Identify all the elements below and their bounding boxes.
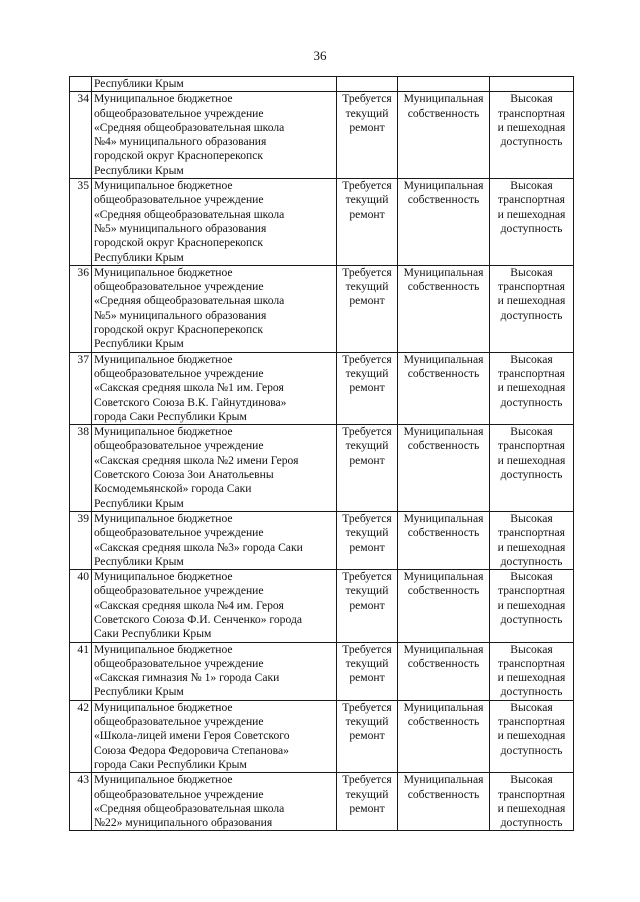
condition-cell: [337, 511, 398, 569]
cell-text-line: Муниципальное бюджетное: [94, 425, 233, 439]
row-number-cell: [70, 77, 92, 92]
cell-text-line: Муниципальное бюджетное: [94, 700, 233, 714]
cell-text-line: Муниципальная: [403, 352, 484, 366]
cell-text-line: собственность: [407, 366, 480, 380]
row-number-cell: 35: [70, 179, 92, 266]
cell-text-line: транспортная: [498, 366, 565, 380]
cell-text-line: доступность: [500, 685, 563, 699]
row-number-cell: 42: [70, 700, 92, 772]
cell-text-line: «Школа-лицей имени Героя Советского: [94, 729, 290, 743]
cell-text-line: «Сакская средняя школа №2 имени Героя: [94, 453, 299, 467]
cell-text-line: «Сакская средняя школа №1 им. Героя: [94, 381, 284, 395]
cell-text-line: городской округ Красноперекопск: [94, 236, 263, 250]
ownership-cell: [398, 92, 490, 179]
accessibility-cell: [490, 425, 574, 512]
institutions-table: [69, 76, 574, 831]
cell-text-line: доступность: [500, 135, 563, 149]
cell-text-line: транспортная: [498, 715, 565, 729]
ownership-cell: [398, 570, 490, 642]
cell-text-line: Требуется: [342, 773, 392, 787]
accessibility-cell: [490, 179, 574, 266]
condition-cell: [337, 265, 398, 352]
cell-text-line: транспортная: [498, 439, 565, 453]
cell-text-line: текущий: [345, 439, 389, 453]
cell-text-line: ремонт: [349, 540, 385, 554]
cell-text-line: Советского Союза Ф.И. Сенченко» города: [94, 612, 302, 626]
cell-text-line: Высокая: [510, 700, 553, 714]
table-row: [70, 265, 574, 352]
ownership-cell: [398, 265, 490, 352]
table-row: [70, 179, 574, 266]
cell-text-line: собственность: [407, 787, 480, 801]
cell-text-line: ремонт: [349, 381, 385, 395]
cell-text-line: городской округ Красноперекопск: [94, 149, 263, 163]
cell-text-line: транспортная: [498, 656, 565, 670]
row-number-cell: 38: [70, 425, 92, 512]
cell-text-line: ремонт: [349, 598, 385, 612]
ownership-cell: [398, 773, 490, 831]
table-row: [70, 352, 574, 424]
cell-text-line: текущий: [345, 106, 389, 120]
accessibility-cell: [490, 700, 574, 772]
row-number-cell: 41: [70, 642, 92, 700]
cell-text-line: общеобразовательное учреждение: [94, 366, 264, 380]
cell-text-line: Муниципальное бюджетное: [94, 511, 233, 525]
cell-text-line: и пешеходная: [497, 381, 566, 395]
cell-text-line: Советского Союза Зои Анатольевны: [94, 468, 274, 482]
cell-text-line: №5» муниципального образования: [94, 221, 267, 235]
cell-text-line: текущий: [345, 787, 389, 801]
accessibility-cell: [490, 265, 574, 352]
cell-text-line: городской округ Красноперекопск: [94, 323, 263, 337]
cell-text-line: Высокая: [510, 179, 553, 193]
cell-text-line: города Саки Республики Крым: [94, 409, 247, 423]
institution-name-cell: [92, 570, 337, 642]
cell-text-line: общеобразовательное учреждение: [94, 526, 264, 540]
cell-text-line: Высокая: [510, 352, 553, 366]
cell-text-line: «Средняя общеобразовательная школа: [94, 801, 285, 815]
row-number-cell: 34: [70, 92, 92, 179]
cell-text-line: текущий: [345, 366, 389, 380]
cell-text-line: доступность: [500, 308, 563, 322]
cell-text-line: Советского Союза В.К. Гайнутдинова»: [94, 395, 287, 409]
cell-text-line: текущий: [345, 584, 389, 598]
cell-text-line: и пешеходная: [497, 729, 566, 743]
cell-text-line: Муниципальное бюджетное: [94, 92, 233, 106]
accessibility-cell: [490, 352, 574, 424]
institution-name-cell: [92, 511, 337, 569]
table-row: [70, 425, 574, 512]
cell-text-line: Республики Крым: [94, 337, 184, 351]
cell-text-line: «Средняя общеобразовательная школа: [94, 120, 285, 134]
row-number-cell: 40: [70, 570, 92, 642]
cell-text-line: и пешеходная: [497, 120, 566, 134]
condition-cell: [337, 773, 398, 831]
row-number-cell: 39: [70, 511, 92, 569]
cell-text-line: текущий: [345, 656, 389, 670]
institution-name-cell: [92, 642, 337, 700]
institution-name-cell: [92, 77, 337, 92]
cell-text-line: ремонт: [349, 294, 385, 308]
cell-text-line: собственность: [407, 280, 480, 294]
cell-text-line: собственность: [407, 193, 480, 207]
cell-text-line: транспортная: [498, 106, 565, 120]
cell-text-line: Муниципальная: [403, 425, 484, 439]
row-number-cell: 43: [70, 773, 92, 831]
cell-text-line: общеобразовательное учреждение: [94, 584, 264, 598]
cell-text-line: транспортная: [498, 584, 565, 598]
cell-text-line: транспортная: [498, 280, 565, 294]
accessibility-cell: [490, 77, 574, 92]
table-row: [70, 92, 574, 179]
cell-text-line: доступность: [500, 816, 563, 830]
accessibility-cell: [490, 92, 574, 179]
row-number-cell: 37: [70, 352, 92, 424]
cell-text-line: ремонт: [349, 801, 385, 815]
cell-text-line: Требуется: [342, 700, 392, 714]
cell-text-line: «Сакская средняя школа №3» города Саки: [94, 540, 303, 554]
accessibility-cell: [490, 642, 574, 700]
table-row: [70, 773, 574, 831]
cell-text-line: и пешеходная: [497, 207, 566, 221]
cell-text-line: Муниципальная: [403, 642, 484, 656]
table-row: [70, 642, 574, 700]
cell-text-line: Требуется: [342, 642, 392, 656]
institution-name-cell: [92, 179, 337, 266]
cell-text-line: и пешеходная: [497, 598, 566, 612]
cell-text-line: общеобразовательное учреждение: [94, 715, 264, 729]
cell-text-line: Республики Крым: [94, 163, 184, 177]
ownership-cell: [398, 700, 490, 772]
cell-text-line: Саки Республики Крым: [94, 627, 212, 641]
cell-text-line: Республики Крым: [94, 554, 184, 568]
cell-text-line: Высокая: [510, 92, 553, 106]
cell-text-line: доступность: [500, 554, 563, 568]
cell-text-line: «Сакская гимназия № 1» города Саки: [94, 671, 280, 685]
cell-text-line: текущий: [345, 193, 389, 207]
cell-text-line: и пешеходная: [497, 453, 566, 467]
cell-text-line: Муниципальная: [403, 265, 484, 279]
condition-cell: [337, 179, 398, 266]
cell-text-line: текущий: [345, 526, 389, 540]
cell-text-line: ремонт: [349, 120, 385, 134]
cell-text-line: и пешеходная: [497, 540, 566, 554]
condition-cell: [337, 92, 398, 179]
cell-text-line: Высокая: [510, 425, 553, 439]
cell-text-line: Муниципальное бюджетное: [94, 352, 233, 366]
cell-text-line: Республики Крым: [94, 496, 184, 510]
cell-text-line: Союза Федора Федоровича Степанова»: [94, 743, 289, 757]
cell-text-line: Муниципальное бюджетное: [94, 179, 233, 193]
institution-name-cell: [92, 352, 337, 424]
cell-text-line: и пешеходная: [497, 294, 566, 308]
condition-cell: [337, 642, 398, 700]
cell-text-line: Требуется: [342, 570, 392, 584]
table-row: [70, 700, 574, 772]
cell-text-line: Требуется: [342, 511, 392, 525]
cell-text-line: общеобразовательное учреждение: [94, 106, 264, 120]
cell-text-line: Космодемьянской» города Саки: [94, 482, 252, 496]
accessibility-cell: [490, 570, 574, 642]
ownership-cell: [398, 77, 490, 92]
institution-name-cell: [92, 425, 337, 512]
ownership-cell: [398, 425, 490, 512]
cell-text-line: Муниципальное бюджетное: [94, 265, 233, 279]
cell-text-line: собственность: [407, 656, 480, 670]
cell-text-line: ремонт: [349, 453, 385, 467]
cell-text-line: общеобразовательное учреждение: [94, 656, 264, 670]
cell-text-line: общеобразовательное учреждение: [94, 280, 264, 294]
condition-cell: [337, 425, 398, 512]
cell-text-line: и пешеходная: [497, 801, 566, 815]
institution-name-cell: [92, 773, 337, 831]
cell-text-line: №4» муниципального образования: [94, 135, 267, 149]
cell-text-line: Высокая: [510, 773, 553, 787]
condition-cell: [337, 700, 398, 772]
cell-text-line: общеобразовательное учреждение: [94, 787, 264, 801]
cell-text-line: текущий: [345, 280, 389, 294]
cell-text-line: Муниципальное бюджетное: [94, 773, 233, 787]
cell-text-line: №22» муниципального образования: [94, 816, 273, 830]
cell-text-line: Республики Крым: [94, 685, 184, 699]
ownership-cell: [398, 511, 490, 569]
cell-text-line: Высокая: [510, 642, 553, 656]
cell-text-line: Высокая: [510, 511, 553, 525]
institution-name-cell: [92, 700, 337, 772]
ownership-cell: [398, 179, 490, 266]
cell-text-line: ремонт: [349, 207, 385, 221]
condition-cell: [337, 570, 398, 642]
cell-text-line: Муниципальная: [403, 773, 484, 787]
cell-text-line: собственность: [407, 526, 480, 540]
cell-text-line: Требуется: [342, 179, 392, 193]
condition-cell: [337, 77, 398, 92]
ownership-cell: [398, 352, 490, 424]
cell-text-line: транспортная: [498, 526, 565, 540]
cell-text-line: Требуется: [342, 92, 392, 106]
accessibility-cell: [490, 511, 574, 569]
cell-text-line: №5» муниципального образования: [94, 308, 267, 322]
cell-text-line: транспортная: [498, 193, 565, 207]
cell-text-line: ремонт: [349, 671, 385, 685]
cell-text-line: текущий: [345, 715, 389, 729]
cell-text-line: Высокая: [510, 570, 553, 584]
cell-text-line: Высокая: [510, 265, 553, 279]
cell-text-line: доступность: [500, 395, 563, 409]
cell-text-line: доступность: [500, 743, 563, 757]
cell-text-line: Требуется: [342, 352, 392, 366]
table-row: [70, 570, 574, 642]
cell-text-line: «Средняя общеобразовательная школа: [94, 294, 285, 308]
cell-text-line: общеобразовательное учреждение: [94, 193, 264, 207]
cell-text-line: собственность: [407, 439, 480, 453]
cell-text-line: Республики Крым: [94, 250, 184, 264]
cell-text-line: Требуется: [342, 265, 392, 279]
cell-text-line: Муниципальное бюджетное: [94, 570, 233, 584]
cell-text-line: Муниципальная: [403, 700, 484, 714]
cell-text-line: доступность: [500, 221, 563, 235]
cell-text-line: «Средняя общеобразовательная школа: [94, 207, 285, 221]
ownership-cell: [398, 642, 490, 700]
institution-name-cell: [92, 265, 337, 352]
cell-text-line: «Сакская средняя школа №4 им. Героя: [94, 598, 284, 612]
cell-text-line: Муниципальное бюджетное: [94, 642, 233, 656]
table-row: [70, 511, 574, 569]
cell-text-line: доступность: [500, 468, 563, 482]
page-number: 36: [313, 48, 327, 63]
cell-text-line: Муниципальная: [403, 570, 484, 584]
cell-text-line: собственность: [407, 106, 480, 120]
cell-text-line: ремонт: [349, 729, 385, 743]
table-row: [70, 77, 574, 92]
cell-text-line: и пешеходная: [497, 671, 566, 685]
cell-text-line: Муниципальная: [403, 179, 484, 193]
table-body: [70, 77, 574, 831]
cell-text-line: Муниципальная: [403, 511, 484, 525]
cell-text-line: Муниципальная: [403, 92, 484, 106]
cell-text-line: Требуется: [342, 425, 392, 439]
institution-name-cell: [92, 92, 337, 179]
cell-text-line: собственность: [407, 715, 480, 729]
cell-text-line: собственность: [407, 584, 480, 598]
condition-cell: [337, 352, 398, 424]
cell-text-line: транспортная: [498, 787, 565, 801]
cell-text-line: Республики Крым: [94, 77, 184, 90]
cell-text-line: города Саки Республики Крым: [94, 757, 247, 771]
cell-text-line: общеобразовательное учреждение: [94, 439, 264, 453]
row-number-cell: 36: [70, 265, 92, 352]
cell-text-line: доступность: [500, 612, 563, 626]
accessibility-cell: [490, 773, 574, 831]
